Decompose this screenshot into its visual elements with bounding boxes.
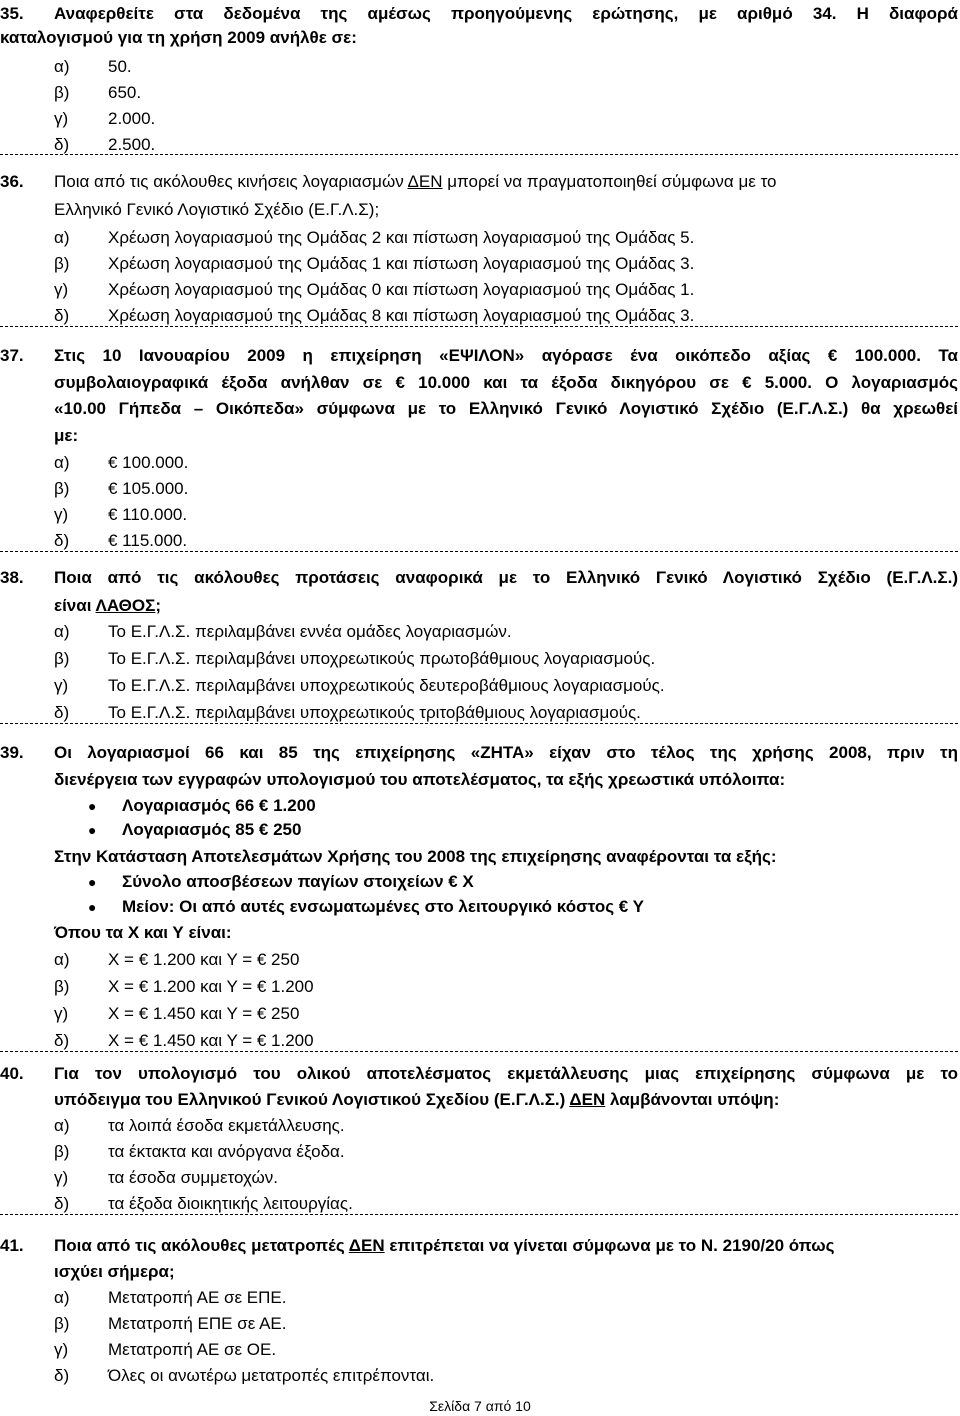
question-text-line: Οι λογαριασμοί 66 και 85 της επιχείρησης «ΖΗΤΑ» είχαν στο τέλος της χρήσης 2008, πριν τη bbox=[54, 743, 958, 762]
question-text-line: υπόδειγμα του Ελληνικού Γενικού Λογιστικού Σχεδίου (Ε.Γ.Λ.Σ.) ΔΕΝ λαμβάνονται υπόψη: bbox=[54, 1090, 780, 1109]
question-number: 39. bbox=[0, 743, 24, 762]
question-text-line: καταλογισμού για τη χρήση 2009 ανήλθε σε: bbox=[0, 28, 357, 47]
page-number-footer: Σελίδα 7 από 10 bbox=[429, 1398, 531, 1414]
divider bbox=[0, 154, 958, 155]
divider bbox=[0, 1051, 958, 1052]
question-text-line: «10.00 Γήπεδα – Οικόπεδα» σύμφωνα με το Ελληνικό Γενικό Λογιστικό Σχέδιο (Ε.Γ.Λ.Σ.) θα χρεωθεί bbox=[54, 399, 958, 418]
question-number: 40. bbox=[0, 1064, 24, 1083]
divider bbox=[0, 326, 958, 327]
divider bbox=[0, 551, 958, 552]
question-text-line: Ελληνικό Γενικό Λογιστικό Σχέδιο (Ε.Γ.Λ.Σ); bbox=[54, 200, 380, 219]
bullet-icon: ● bbox=[88, 798, 97, 814]
divider bbox=[0, 723, 958, 724]
question-text-line: Ποια από τις ακόλουθες μετατροπές ΔΕΝ επιτρέπεται να γίνεται σύμφωνα με το Ν. 2190/20 όπως bbox=[54, 1236, 835, 1255]
question-text-line: ισχύει σήμερα; bbox=[54, 1262, 175, 1281]
bullet-icon: ● bbox=[88, 874, 97, 890]
question-text-line: Στην Κατάσταση Αποτελεσμάτων Χρήσης του 2008 της επιχείρησης αναφέρονται τα εξής: bbox=[54, 847, 777, 866]
question-text-line: Για τον υπολογισμό του ολικού αποτελέσματος εκμετάλλευσης μιας επιχείρησης σύμφωνα με το bbox=[54, 1064, 958, 1083]
divider bbox=[0, 1214, 958, 1215]
question-text-line: με: bbox=[54, 426, 79, 445]
bullet-item: Σύνολο αποσβέσεων παγίων στοιχείων € Χ bbox=[122, 872, 474, 891]
question-number: 36. bbox=[0, 172, 24, 191]
question-text-line: Στις 10 Ιανουαρίου 2009 η επιχείρηση «ΕΨΙΛΟΝ» αγόρασε ένα οικόπεδο αξίας € 100.000. Τα bbox=[54, 346, 958, 365]
question-number: 37. bbox=[0, 346, 24, 365]
question-text-line: Αναφερθείτε στα δεδομένα της αμέσως προηγούμενης ερώτησης, με αριθμό 34. Η διαφορά bbox=[54, 4, 958, 23]
question-text-line: Ποια από τις ακόλουθες προτάσεις αναφορικά με το Ελληνικό Γενικό Λογιστικό Σχέδιο (Ε.Γ.Λ.Σ.) bbox=[54, 568, 958, 587]
question-text-line: Ποια από τις ακόλουθες κινήσεις λογαριασμών ΔΕΝ μπορεί να πραγματοποιηθεί σύμφωνα με το bbox=[54, 172, 777, 191]
question-text-line: είναι ΛΑΘΟΣ; bbox=[54, 596, 161, 615]
question-number: 41. bbox=[0, 1236, 24, 1255]
question-number: 35. bbox=[0, 4, 24, 23]
bullet-icon: ● bbox=[88, 822, 97, 838]
question-text-line: διενέργεια των εγγραφών υπολογισμού του αποτελέσματος, τα εξής χρεωστικά υπόλοιπα: bbox=[54, 770, 786, 789]
question-text-line: Όπου τα Χ και Υ είναι: bbox=[54, 923, 232, 942]
bullet-item: Μείον: Οι από αυτές ενσωματωμένες στο λειτουργικό κόστος € Υ bbox=[122, 897, 644, 916]
bullet-icon: ● bbox=[88, 899, 97, 915]
question-text-line: συμβολαιογραφικά έξοδα ανήλθαν σε € 10.000 και τα έξοδα δικηγόρου σε € 5.000. Ο λογαριασμός bbox=[54, 373, 958, 392]
bullet-item: Λογαριασμός 66 € 1.200 bbox=[122, 796, 316, 815]
question-number: 38. bbox=[0, 568, 24, 587]
bullet-item: Λογαριασμός 85 € 250 bbox=[122, 820, 302, 839]
